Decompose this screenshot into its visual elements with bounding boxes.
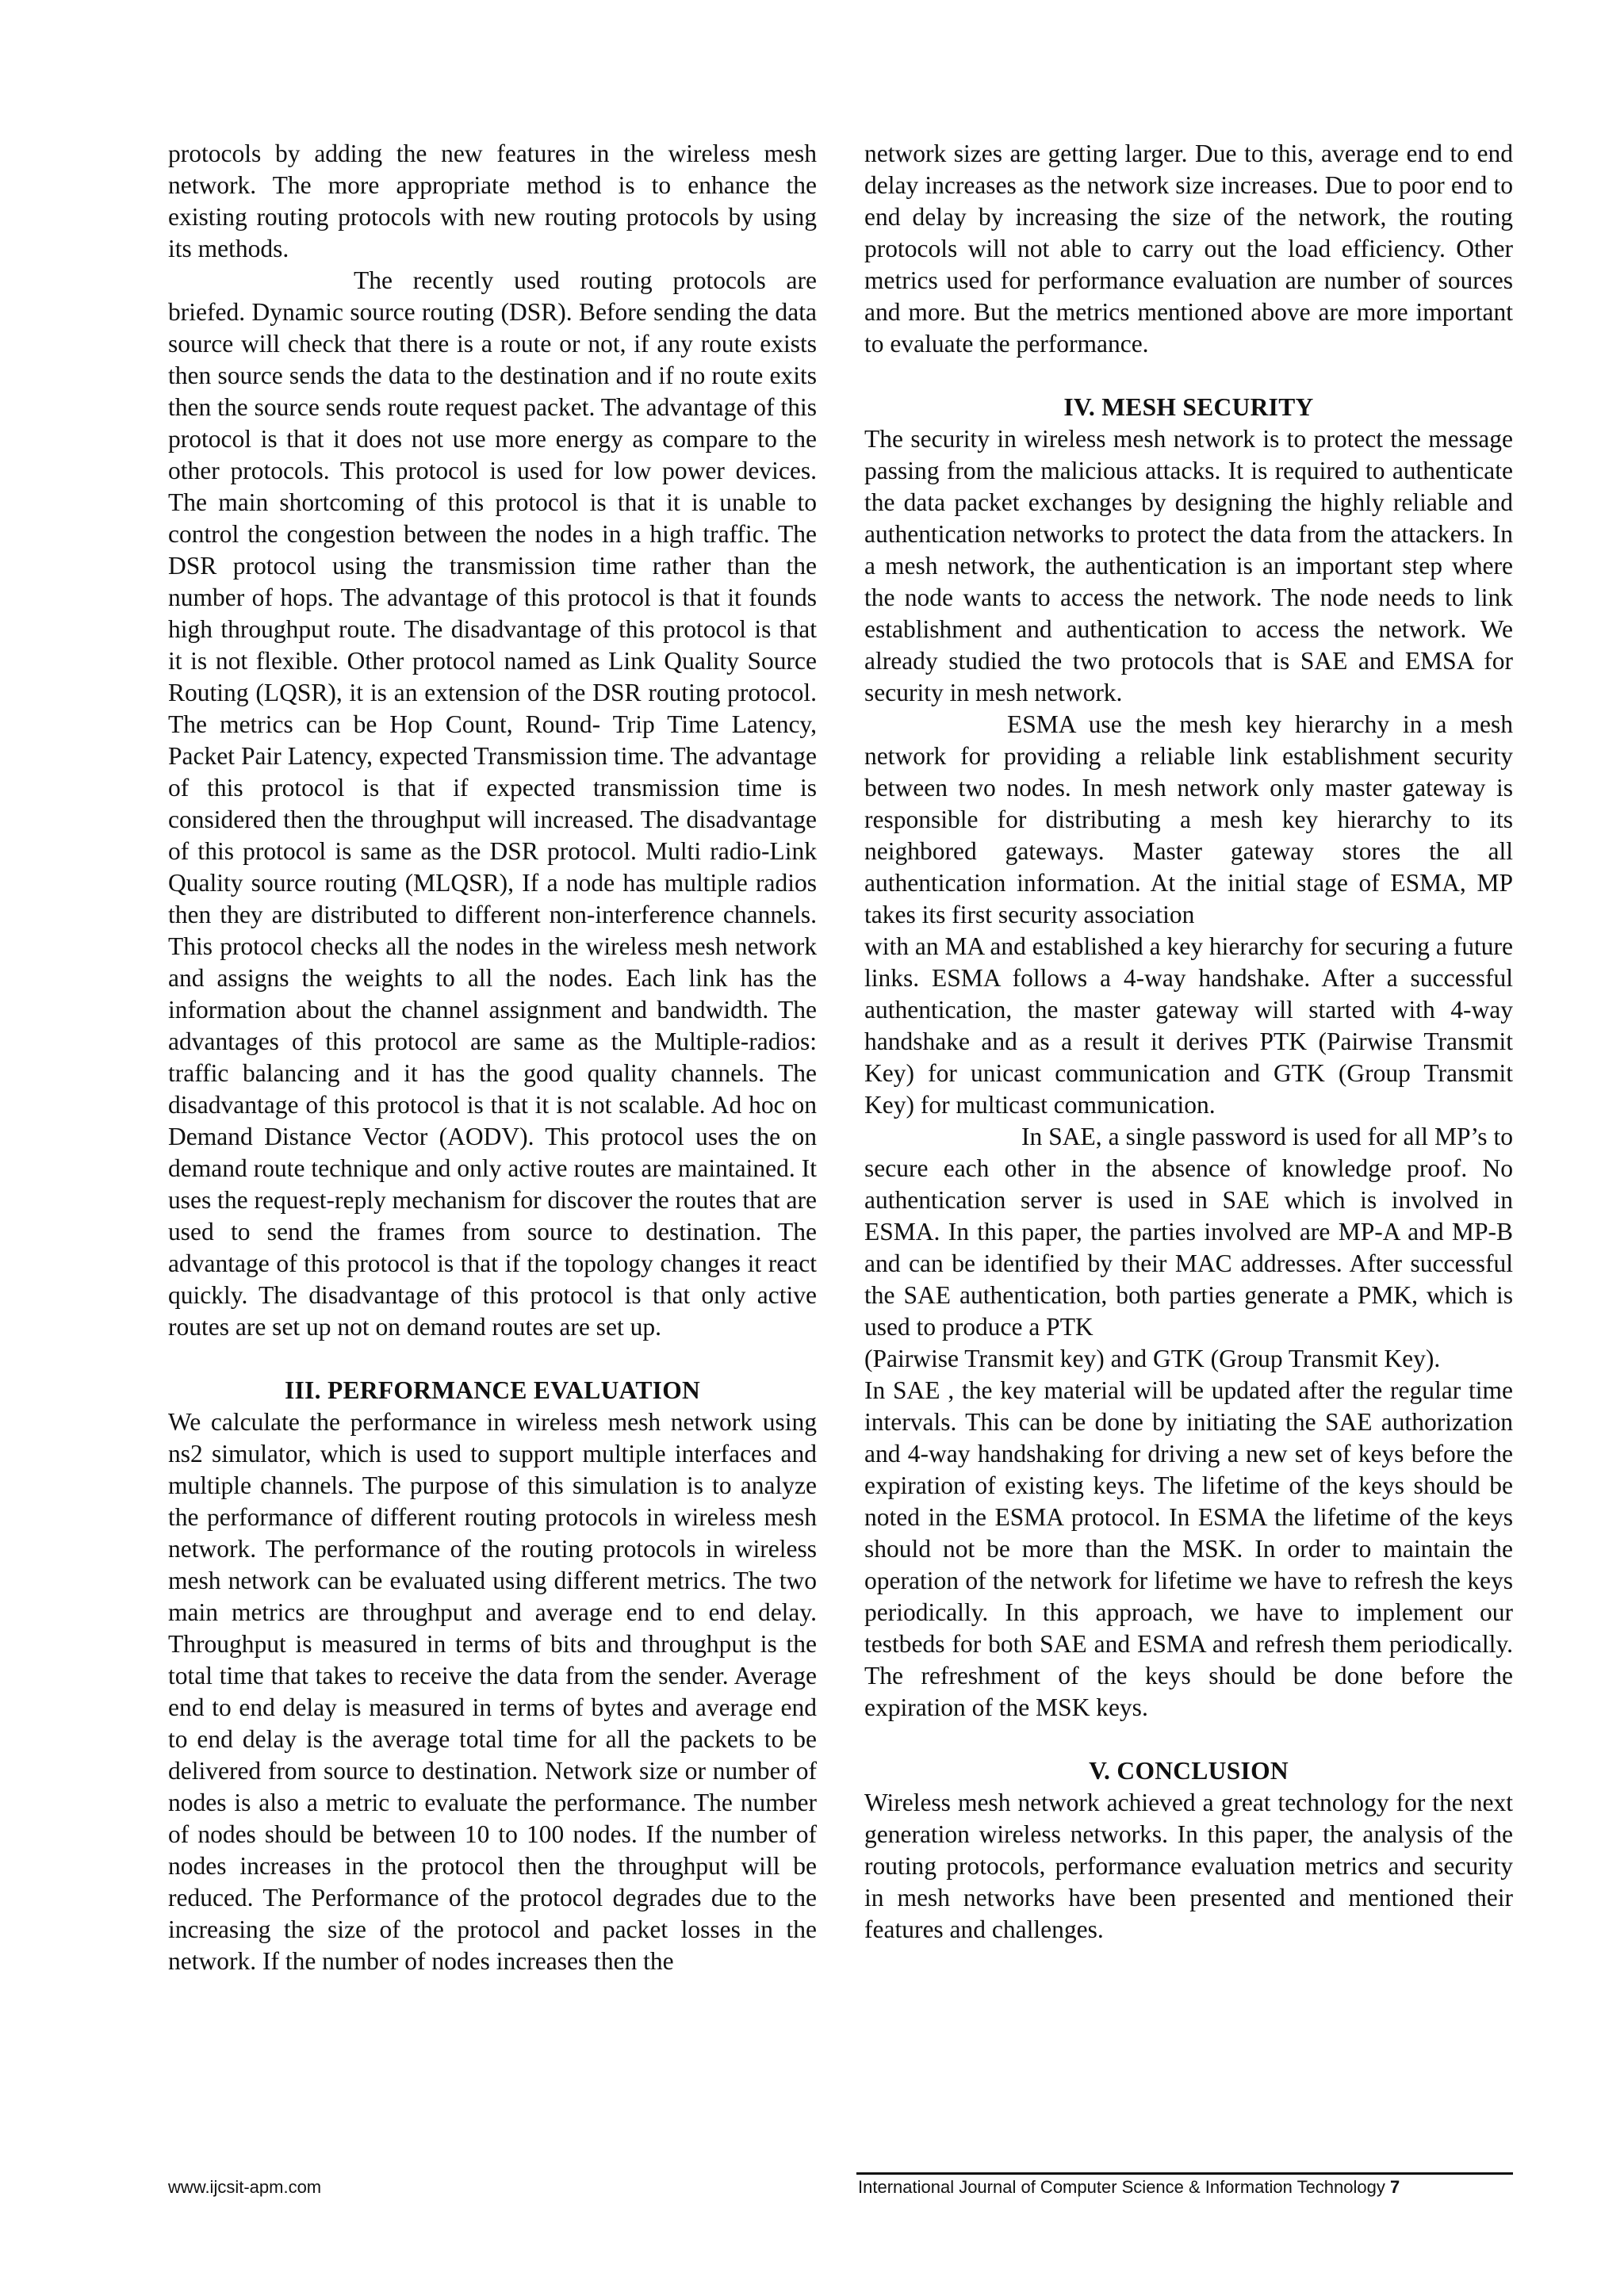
paragraph: The recently used routing protocols are briefed. Dynamic source routing (DSR). Before sending the data source will check that there is a route or not, if any route exists then source sends the data to the destination and if no route exits then the source sends route request packet. The advantage of this protocol is that it does not use more energy as compare to the other protocols. This protocol is used for low power devices. The main shortcoming of this protocol is that it is unable to control the congestion between the nodes in a high traffic. The DSR protocol using the transmission time rather than the number of hops. The advantage of this protocol is that it founds high throughput route. The disadvantage of this protocol is that it is not flexible. Other protocol named as Link Quality Source Routing (LQSR), it is an extension of the DSR routing protocol. The metrics can be Hop Count, Round- Trip Time Latency, Packet Pair Latency, expected Transmission time. The advantage of this protocol is that if expected transmission time is considered then the throughput will increased. The disadvantage of this protocol is same as the DSR protocol. Multi radio-Link Quality source routing (MLQSR), If a node has multiple radios then they are distributed to different non-interference channels. This protocol checks all the nodes in the wireless mesh network and assigns the weights to all the nodes. Each link has the information about the channel assignment and bandwidth. The advantages of this protocol are same as the Multiple-radios: traffic balancing and it has the good quality channels. The disadvantage of this protocol is that it is not scalable. Ad hoc on Demand Distance Vector (AODV). This protocol uses the on demand route technique and only active routes are maintained. It uses the request-reply mechanism for discover the routes that are used to send the frames from source to destination. The advantage of this protocol is that if the topology changes it react quickly. The disadvantage of this protocol is that only active routes are set up not on demand routes are set up. bbox=[168, 266, 817, 1341]
section-heading-performance-evaluation: III. PERFORMANCE EVALUATION bbox=[284, 1376, 701, 1404]
page-footer bbox=[168, 2172, 1513, 2204]
spacer bbox=[168, 1343, 817, 1375]
paragraph: In SAE, a single password is used for all MP’s to secure each other in the absence of knowledge proof. No authentication server is used in SAE which is involved in ESMA. In this paper, the parties involved are MP-A and MP-B and can be identified by their MAC addresses. After successful the SAE authentication, both parties generate a PMK, which is used to produce a PTK bbox=[864, 1123, 1513, 1341]
paragraph: We calculate the performance in wireless mesh network using ns2 simulator, which is used to support multiple interfaces and multiple channels. The purpose of this simulation is to analyze the performance of different routing protocols in wireless mesh network. The performance of the routing protocols in wireless mesh network can be evaluated using different metrics. The two main metrics are throughput and average end to end delay. Throughput is measured in terms of bits and throughput is the total time that takes to receive the data from the sender. Average end to end delay is measured in terms of bytes and average end to end delay is the average total time for all the packets to be delivered from source to destination. Network size or number of nodes is also a metric to evaluate the performance. The number of nodes should be between 10 to 100 nodes. If the number of nodes increases in the protocol then the throughput will be reduced. The Performance of the protocol degrades due to the increasing the size of the protocol and packet losses in the network. If the number of nodes increases then the bbox=[168, 1408, 817, 1975]
footer-journal-name: International Journal of Computer Science & Information Technology bbox=[858, 2177, 1385, 2197]
paragraph: ESMA use the mesh key hierarchy in a mesh network for providing a reliable link establishment security between two nodes. In mesh network only master gateway is responsible for distributing a mesh key hierarchy to its neighbored gateways. Master gateway stores the all authentication information. At the initial stage of ESMA, MP takes its first security association bbox=[864, 710, 1513, 928]
footer-website: www.ijcsit-apm.com bbox=[168, 2177, 322, 2197]
paragraph: In SAE , the key material will be updated after the regular time intervals. This can be done by initiating the SAE authorization and 4-way handshaking for driving a new set of keys before the expiration of existing keys. The lifetime of the keys should be noted in the ESMA protocol. In ESMA the lifetime of the keys should not be more than the MSK. In order to maintain the operation of the network for lifetime we have to refresh the keys periodically. In this approach, we have to implement our testbeds for both SAE and ESMA and refresh them periodically. The refreshment of the keys should be done before the expiration of the MSK keys. bbox=[864, 1376, 1513, 1721]
right-column bbox=[864, 138, 1513, 1946]
spacer bbox=[864, 1724, 1513, 1755]
section-heading-conclusion: V. CONCLUSION bbox=[1089, 1757, 1289, 1785]
paragraph: network sizes are getting larger. Due to this, average end to end delay increases as the network size increases. Due to poor end to end delay by increasing the size of the network, the routing protocols will not able to carry out the load efficiency. Other metrics used for performance evaluation are number of sources and more. But the metrics mentioned above are more important to evaluate the performance. bbox=[864, 140, 1513, 358]
paragraph: Wireless mesh network achieved a great technology for the next generation wireless networks. In this paper, the analysis of the routing protocols, performance evaluation metrics and security in mesh networks have been presented and mentioned their features and challenges. bbox=[864, 1789, 1513, 1943]
spacer bbox=[864, 360, 1513, 392]
paragraph: protocols by adding the new features in the wireless mesh network. The more appropriate method is to enhance the existing routing protocols with new routing protocols by using its methods. bbox=[168, 140, 817, 262]
footer-page-number: 7 bbox=[1390, 2177, 1400, 2197]
paragraph: The security in wireless mesh network is to protect the message passing from the malicious attacks. It is required to authenticate the data packet exchanges by designing the highly reliable and authentication networks to protect the data from the attackers. In a mesh network, the authentication is an important step where the node wants to access the network. The node needs to link establishment and authentication to access the network. We already studied the two protocols that is SAE and EMSA for security in mesh network. bbox=[864, 425, 1513, 706]
footer-rule bbox=[856, 2172, 1513, 2175]
left-column bbox=[168, 138, 817, 1977]
paragraph: (Pairwise Transmit key) and GTK (Group Transmit Key). bbox=[864, 1345, 1441, 1372]
footer-journal-line bbox=[858, 2177, 1400, 2198]
paragraph: with an MA and established a key hierarchy for securing a future links. ESMA follows a 4-way handshake. After a successful authentication, the master gateway will started with 4-way handshake and as a result it derives PTK (Pairwise Transmit Key) for unicast communication and GTK (Group Transmit Key) for multicast communication. bbox=[864, 932, 1513, 1119]
section-heading-mesh-security: IV. MESH SECURITY bbox=[1063, 393, 1314, 421]
